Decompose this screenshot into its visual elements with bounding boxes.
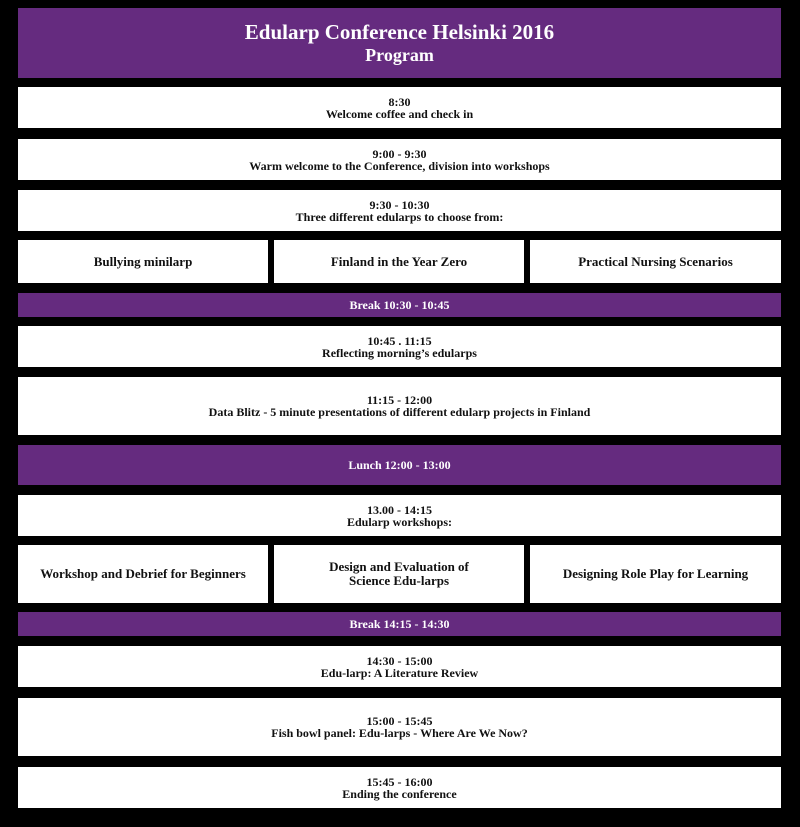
workshop-label: Workshop and Debrief for Beginners <box>40 566 246 581</box>
session-reflecting <box>18 326 781 367</box>
session-time: 15:00 - 15:45 <box>366 714 433 728</box>
session-warm-welcome <box>18 139 781 180</box>
session-time: 14:30 - 15:00 <box>366 653 433 668</box>
option-label: Finland in the Year Zero <box>330 253 468 269</box>
break-label: Break 10:30 - 10:45 <box>349 298 450 312</box>
break-label: Break 14:15 - 14:30 <box>349 617 450 631</box>
session-fish-bowl-panel <box>18 698 781 756</box>
option-finland-year-zero <box>274 240 524 283</box>
workshop-beginners <box>18 545 268 603</box>
option-label: Practical Nursing Scenarios <box>578 253 733 269</box>
workshop-science-edularps <box>274 545 524 603</box>
session-time: 11:15 - 12:00 <box>366 393 433 407</box>
session-literature-review <box>18 646 781 687</box>
session-description: Warm welcome to the Conference, division into workshops <box>249 158 550 173</box>
session-time: 10:45 . 11:15 <box>367 333 432 348</box>
session-edularp-choice <box>18 190 781 231</box>
session-welcome-coffee <box>18 87 781 128</box>
workshop-role-play <box>530 545 781 603</box>
session-description: Edu-larp: A Literature Review <box>320 665 479 680</box>
workshop-label-line1: Design and Evaluation of <box>329 559 469 574</box>
session-description: Data Blitz - 5 minute presentations of different edularp projects in Finland <box>208 405 591 419</box>
program-header <box>18 8 781 78</box>
session-description: Welcome coffee and check in <box>325 106 474 121</box>
session-time: 9:30 - 10:30 <box>369 197 430 212</box>
session-description: Fish bowl panel: Edu-larps - Where Are We Now? <box>271 726 528 740</box>
page-subtitle: Program <box>365 45 434 65</box>
workshop-label-line2: Science Edu-larps <box>348 573 450 588</box>
lunch-bar <box>18 445 781 485</box>
session-description: Edularp workshops: <box>346 514 453 529</box>
option-label: Bullying minilarp <box>93 253 193 269</box>
session-time: 8:30 <box>388 94 411 109</box>
break-bar-morning <box>18 293 781 317</box>
workshop-label: Designing Role Play for Learning <box>562 566 749 581</box>
break-bar-afternoon <box>18 612 781 636</box>
session-time: 9:00 - 9:30 <box>372 146 427 161</box>
option-practical-nursing <box>530 240 781 283</box>
option-bullying-minilarp <box>18 240 268 283</box>
session-edularp-workshops <box>18 495 781 536</box>
session-time: 13.00 - 14:15 <box>367 502 432 517</box>
session-description: Ending the conference <box>342 786 457 801</box>
session-data-blitz <box>18 377 781 435</box>
session-description: Three different edularps to choose from: <box>295 209 504 224</box>
session-ending <box>18 767 781 808</box>
session-time: 15:45 - 16:00 <box>366 774 433 789</box>
lunch-label: Lunch 12:00 - 13:00 <box>348 458 451 472</box>
session-description: Reflecting morning’s edularps <box>322 345 477 360</box>
page-title: Edularp Conference Helsinki 2016 <box>244 20 555 44</box>
